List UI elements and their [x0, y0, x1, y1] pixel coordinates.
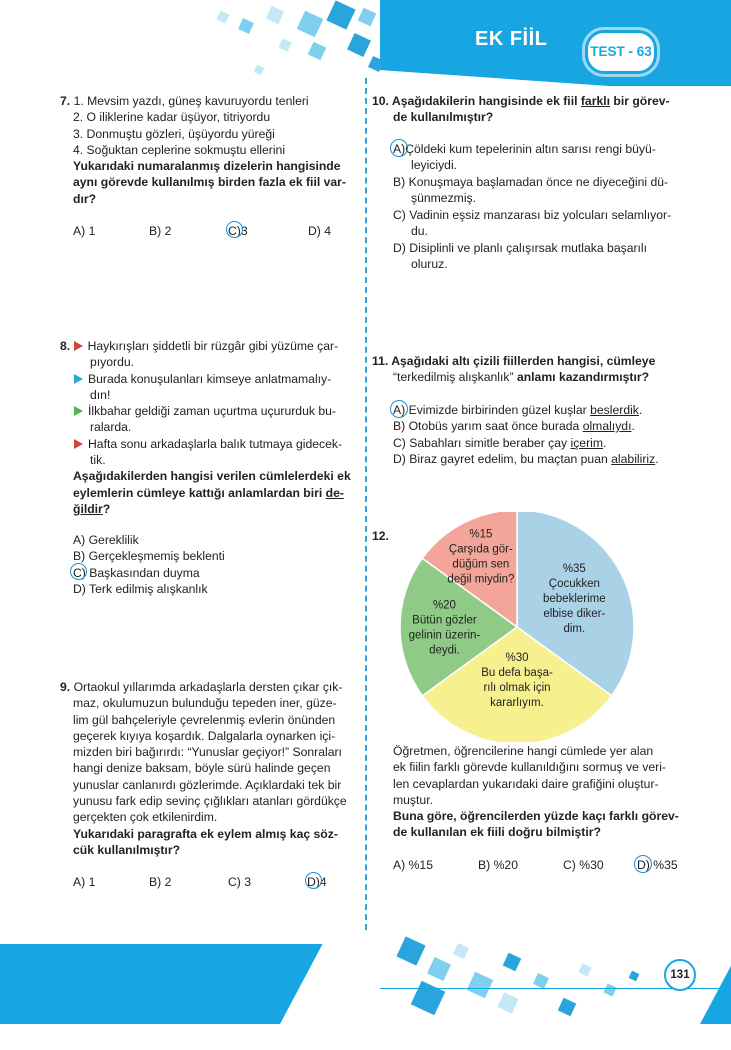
question-number: 10. [372, 94, 389, 108]
pie-slice-label: %20 Bütün gözler gelinin üzerin-deydi. [408, 599, 481, 657]
option-a[interactable]: A) 1 [73, 224, 96, 238]
verse-line: 3. Donmuştu gözleri, üşüyordu yüreği [73, 126, 275, 141]
option-a[interactable]: A) %15 [393, 858, 433, 872]
question-12-text: Öğretmen, öğrencilerine hangi cümlede yer alan ek fiilin farklı görevde kullanıldığını sormuş ve veri- len cevaplardan yukarıdaki daire grafiğini oluştur- muştur. Buna göre, öğrencilerden yüzde kaçı farklı görev- de kullanılan ek fiili doğru bilmiştir? [393, 743, 693, 841]
question-prompt: aynı görevde kullanılmış birden fazla ek fiil var- [73, 175, 346, 190]
question-8: 8. Haykırışları şiddetli bir rüzgâr gibi yüzüme çar- pıyordu. Burada konuşulanları kimseye anlatmamalıy- dın! İlkbahar geldiği zaman uçurtma uçururduk bu- ralarda. Hafta sonu arkadaşlarla balık tutmaya gidecek- tik. Aşağıdakilerden hangisi verilen cümlelerdeki ek eylemlerin cümleye kattığı anlamlardan biri de- ğildir? [60, 338, 360, 517]
option-d[interactable]: D)4 [307, 875, 327, 889]
option-b[interactable]: B) %20 [478, 858, 518, 872]
option-b[interactable]: B) Konuşmaya başlamadan önce ne diyeceğini dü- şünmezmiş. [393, 175, 669, 206]
decor-square [326, 0, 355, 29]
question-number: 8. [60, 339, 71, 353]
decor-square [308, 42, 327, 61]
footer-white-area [266, 930, 731, 1050]
option-d[interactable]: D) Disiplinli ve planlı çalışırsak mutlaka başarılı oluruz. [393, 241, 648, 272]
question-10: 10. Aşağıdakilerin hangisinde ek fiil farklı bir görev- de kullanılmıştır? [372, 93, 682, 126]
triangle-bullet-icon [74, 439, 83, 449]
option-d[interactable]: D) Terk edilmiş alışkanlık [73, 582, 208, 596]
verse-line: 1. Mevsim yazdı, güneş kavuruyordu tenleri [73, 94, 309, 108]
question-prompt: dır? [73, 191, 97, 206]
option-b[interactable]: B) 2 [149, 224, 172, 238]
question-prompt: de kullanılan ek fiili doğru bilmiştir? [393, 825, 601, 840]
question-number: 11. [372, 354, 389, 368]
option-b[interactable]: B) 2 [149, 875, 172, 889]
column-divider [365, 78, 367, 940]
question-prompt: ğildir? [73, 501, 111, 516]
answer-circle [390, 400, 408, 418]
option-c[interactable]: C) 3 [228, 875, 252, 889]
verse-line: 4. Soğuktan ceplerine sokmuştu ellerini [73, 142, 286, 157]
decor-square [347, 33, 371, 57]
pie-slice-label: %15 Çarşıda gör-düğüm sen değil miydin? [447, 528, 515, 586]
decor-square [297, 11, 324, 38]
pie-chart [395, 512, 640, 742]
option-b[interactable]: B) Otobüs yarım saat önce burada olmalıydı. [393, 419, 635, 433]
answer-circle [305, 872, 322, 889]
question-number: 7. [60, 94, 71, 108]
decor-square [278, 38, 291, 51]
option-a[interactable]: A)Çöldeki kum tepelerinin altın sarısı rengi büyü- leyiciydi. [393, 142, 656, 173]
option-c[interactable]: C) Başkasından duyma [73, 566, 200, 580]
question-prompt: Yukarıdaki numaralanmış dizelerin hangisinde [73, 159, 341, 174]
verse-line: 2. O iliklerine kadar üşüyor, titriyordu [73, 110, 271, 125]
option-c[interactable]: C) %30 [563, 858, 604, 872]
question-prompt: Aşağıdakilerden hangisi verilen cümlelerdeki ek [73, 469, 351, 484]
option-a[interactable]: A) Evimizde birbirinden güzel kuşlar beslerdik. [393, 403, 643, 417]
triangle-bullet-icon [74, 374, 83, 384]
option-c[interactable]: C)3 [228, 224, 248, 238]
option-d[interactable]: D) %35 [637, 858, 678, 872]
option-b[interactable]: B) Gerçekleşmemiş beklenti [73, 549, 225, 563]
pie-slice-label: %30 Bu defa başa-rılı olmak için kararlıyım. [481, 652, 553, 710]
option-d[interactable]: D) 4 [308, 224, 332, 238]
question-prompt: Buna göre, öğrencilerden yüzde kaçı farklı görev- [393, 809, 679, 824]
answer-circle [226, 221, 243, 238]
decor-square [266, 6, 285, 25]
page-number: 131 [664, 959, 696, 991]
question-11: 11. Aşağıdaki altı çizili fiillerden hangisi, cümleye “terkedilmiş alışkanlık” anlamı kazandırmıştır? [372, 354, 656, 385]
option-d[interactable]: D) Biraz gayret edelim, bu maçtan puan alabiliriz. [393, 452, 659, 466]
question-number: 12. [372, 529, 389, 543]
question-9: 9. Ortaokul yıllarımda arkadaşlarla dersten çıkar çık- maz, okulumuzun bulunduğu tepeden iner, güze- lim gül bahçeleriyle çevrelenmiş evlerin önünden geçerek kıyıya koşardık. Dalgalarla oynarken içi- mizden biri bağırırdı: “Yunuslar geçiyor!” Sonraları hangi denize baksam, böyle sürü halinde geçen yunuslar canlanırdı gözlerimde. Açıklardaki tek bir yunusu fark edip sevinç çığlıkları atanları gördükçe gerçekten çok etkilenirdim. Yukarıdaki paragrafta ek eylem almış kaç söz- cük kullanılmıştır? [60, 679, 360, 858]
option-c[interactable]: C) Vadinin eşsiz manzarası biz yolcuları selamlıyor- du. [393, 208, 672, 239]
question-prompt: de kullanılmıştır? [393, 110, 494, 125]
test-label: TEST - 63 [590, 44, 652, 59]
option-c[interactable]: C) Sabahları simitle beraber çay içerim. [393, 436, 607, 450]
option-a[interactable]: A) Gereklilik [73, 533, 139, 547]
question-7 [60, 93, 360, 207]
triangle-bullet-icon [74, 341, 83, 351]
answer-circle [634, 855, 652, 873]
decor-square [358, 8, 377, 27]
test-badge [585, 30, 657, 74]
answer-circle [390, 139, 408, 157]
page-title: EK FİİL [475, 28, 548, 50]
option-a[interactable]: A) 1 [73, 875, 96, 889]
decor-square [254, 65, 265, 76]
question-prompt: eylemlerin cümleye kattığı anlamlardan biri de- [73, 485, 344, 500]
answer-circle [70, 563, 87, 580]
triangle-bullet-icon [74, 406, 83, 416]
pie-slice-label: %35 Çocukken bebeklerime elbise diker-dim. [543, 562, 606, 635]
decor-square [238, 18, 254, 34]
decor-square [216, 10, 229, 23]
question-prompt: Yukarıdaki paragrafta ek eylem almış kaç söz- [73, 826, 338, 841]
question-number: 9. [60, 680, 71, 694]
question-prompt: cük kullanılmıştır? [73, 842, 181, 857]
